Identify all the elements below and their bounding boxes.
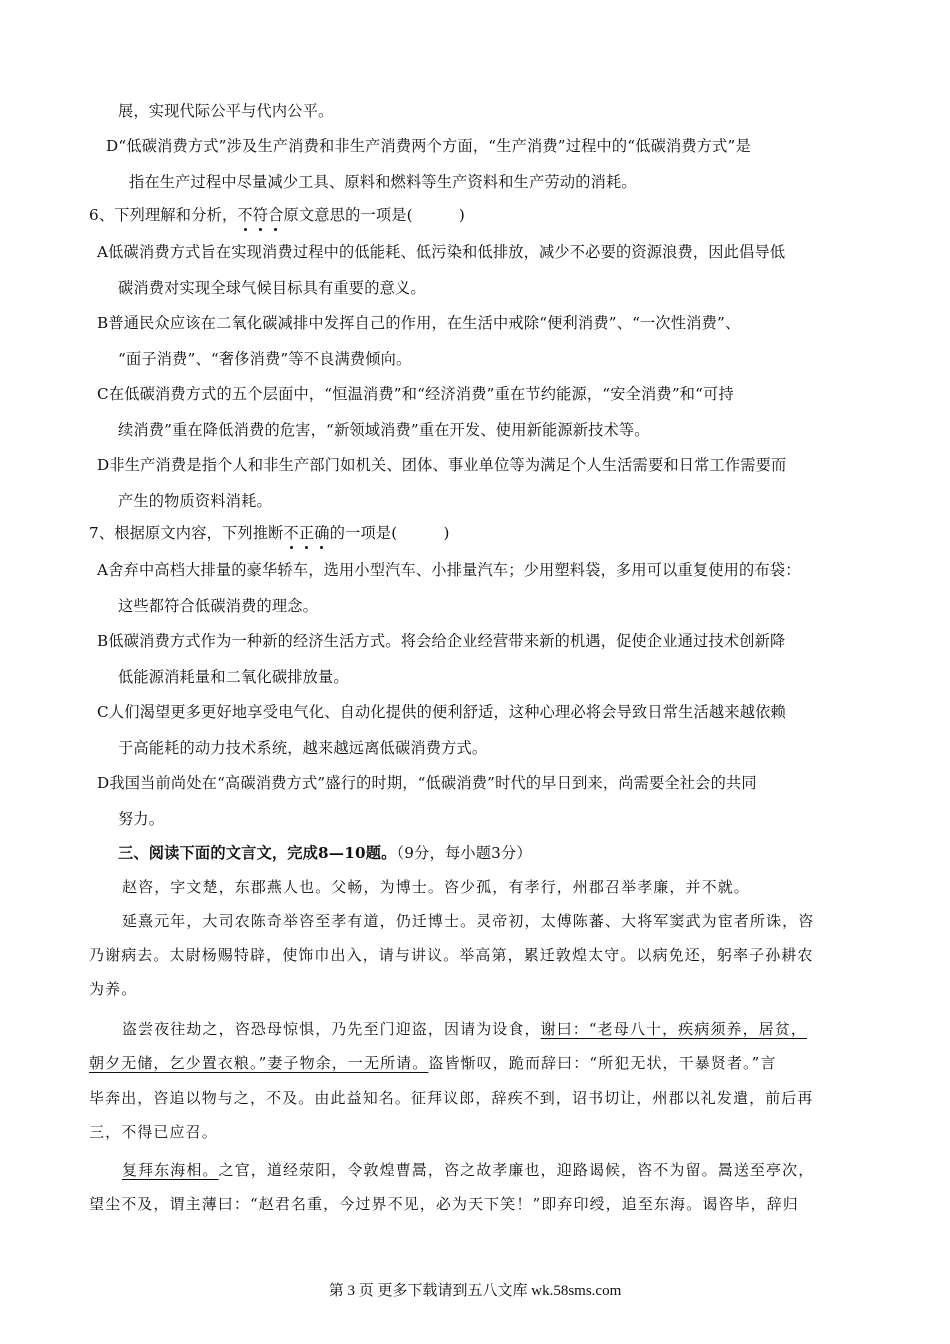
underlined-sentence: 复拜东海相。 bbox=[122, 1161, 219, 1179]
option-d: D“低碳消费方式”涉及生产消费和非生产消费两个方面，“生产消费”过程中的“低碳消费方式”是 bbox=[106, 137, 751, 155]
passage-paragraph bbox=[122, 1019, 807, 1039]
passage-line: 毕奔出，咨追以物与之，不及。由此益知名。征拜议郎，辞疾不到，诏书切让，州郡以礼发遣，前后再 bbox=[89, 1089, 814, 1107]
question-7-text: 7、根据原文内容，下列推断 bbox=[89, 524, 284, 542]
emphasis-char: 正 bbox=[298, 524, 315, 542]
option-d: D非生产消费是指个人和非生产部门如机关、团体、事业单位等为满足个人生活需要和日常工作需要而 bbox=[97, 456, 787, 474]
passage-line bbox=[89, 1053, 777, 1073]
passage-text: 盗尝夜往劫之，咨恐母惊惧，乃先至门迎盗，因请为设食， bbox=[122, 1020, 541, 1038]
underlined-sentence: 朝夕无储，乞少置衣粮。”妻子物余，一无所请。 bbox=[89, 1054, 429, 1072]
page-footer: 第 3 页 更多下载请到五八文库 wk.58sms.com bbox=[328, 1283, 622, 1299]
emphasis-char: 不 bbox=[237, 206, 253, 224]
emphasis-char: 确 bbox=[314, 524, 330, 542]
option-a: A低碳消费方式旨在实现消费过程中的低能耗、低污染和低排放，减少不必要的资源浪费，因此倡导低 bbox=[97, 243, 786, 261]
passage-paragraph bbox=[122, 1160, 814, 1180]
passage-paragraph: 赵咨，字文楚，东郡燕人也。父畅，为博士。咨少孤，有孝行，州郡召举孝廉，并不就。 bbox=[122, 878, 750, 896]
passage-line: 为养。 bbox=[89, 980, 138, 998]
question-7-text: 的一项是( ) bbox=[329, 524, 450, 542]
text-line: 碳消费对实现全球气候目标具有重要的意义。 bbox=[118, 279, 426, 297]
emphasis-char: 符 bbox=[252, 206, 269, 224]
text-line: 产生的物质资料消耗。 bbox=[118, 492, 272, 510]
question-6 bbox=[89, 205, 465, 225]
passage-text: 盗皆惭叹，跪而辞曰：“所犯无状，干暴贤者。”言 bbox=[428, 1054, 777, 1072]
text-line: 展，实现代际公平与代内公平。 bbox=[118, 102, 334, 120]
option-b: B普通民众应该在二氧化碳减排中发挥自己的作用，在生活中戒除“便利消费”、“一次性消费”、 bbox=[97, 314, 741, 332]
passage-line: 三，不得已应召。 bbox=[89, 1123, 218, 1141]
passage-paragraph: 延熹元年，大司农陈奇举咨至孝有道，仍迁博士。灵帝初，太傅陈蕃、大将军窦武为宦者所诛，咨 bbox=[122, 912, 815, 930]
emphasis-char: 不 bbox=[283, 524, 299, 542]
text-line: 这些都符合低碳消费的理念。 bbox=[118, 597, 319, 615]
passage-line: 望尘不及，谓主薄曰：“赵君名重，今过界不见，必为天下笑！”即弃印绶，追至东海。谒咨毕，辞归 bbox=[89, 1195, 799, 1213]
passage-line: 乃谢病去。太尉杨赐特辟，使饰巾出入，请与讲议。举高第，累迁敦煌太守。以病免还，躬率子孙耕农 bbox=[89, 946, 814, 964]
text-line: 低能源消耗量和二氧化碳排放量。 bbox=[118, 668, 349, 686]
option-c: C在低碳消费方式的五个层面中，“恒温消费”和“经济消费”重在节约能源，“安全消费”和“可持 bbox=[97, 385, 734, 403]
text-line: 指在生产过程中尽量减少工具、原料和燃料等生产资料和生产劳动的消耗。 bbox=[129, 173, 637, 191]
question-6-text: 6、下列理解和分析， bbox=[89, 206, 238, 224]
question-7 bbox=[89, 523, 450, 543]
passage-text: 之官，道经荥阳，令敦煌曹暠，咨之故孝廉也，迎路谒候，咨不为留。暠送至亭次， bbox=[218, 1161, 815, 1179]
option-d: D我国当前尚处在“高碳消费方式”盛行的时期，“低碳消费”时代的早日到来，尚需要全社会的共同 bbox=[97, 774, 757, 792]
text-line: 于高能耗的动力技术系统，越来越远离低碳消费方式。 bbox=[118, 739, 488, 757]
section-title: 三、阅读下面的文言文，完成8—10题。 bbox=[118, 844, 397, 862]
text-line: “面子消费”、“奢侈消费”等不良满费倾向。 bbox=[118, 350, 412, 368]
emphasis-char: 合 bbox=[268, 206, 284, 224]
option-b: B低碳消费方式作为一种新的经济生活方式。将会给企业经营带来新的机遇，促使企业通过技术创新降 bbox=[97, 632, 786, 650]
text-line: 努力。 bbox=[118, 810, 165, 828]
option-c: C人们渴望更多更好地享受电气化、自动化提供的便利舒适，这种心理必将会导致日常生活越来越依赖 bbox=[97, 703, 786, 721]
question-6-text: 原文意思的一项是( ) bbox=[283, 206, 466, 224]
option-a: A舍弃中高档大排量的豪华轿车，选用小型汽车、小排量汽车；少用塑料袋，多用可以重复使用的布袋： bbox=[97, 561, 801, 579]
underlined-sentence: 谢曰：“老母八十，疾病须养，居贫， bbox=[540, 1020, 807, 1038]
section-heading bbox=[118, 843, 532, 863]
text-line: 续消费”重在降低消费的危害，“新领域消费”重在开发、使用新能源新技术等。 bbox=[118, 421, 650, 439]
section-score: （9分，每小题3分） bbox=[396, 844, 532, 862]
